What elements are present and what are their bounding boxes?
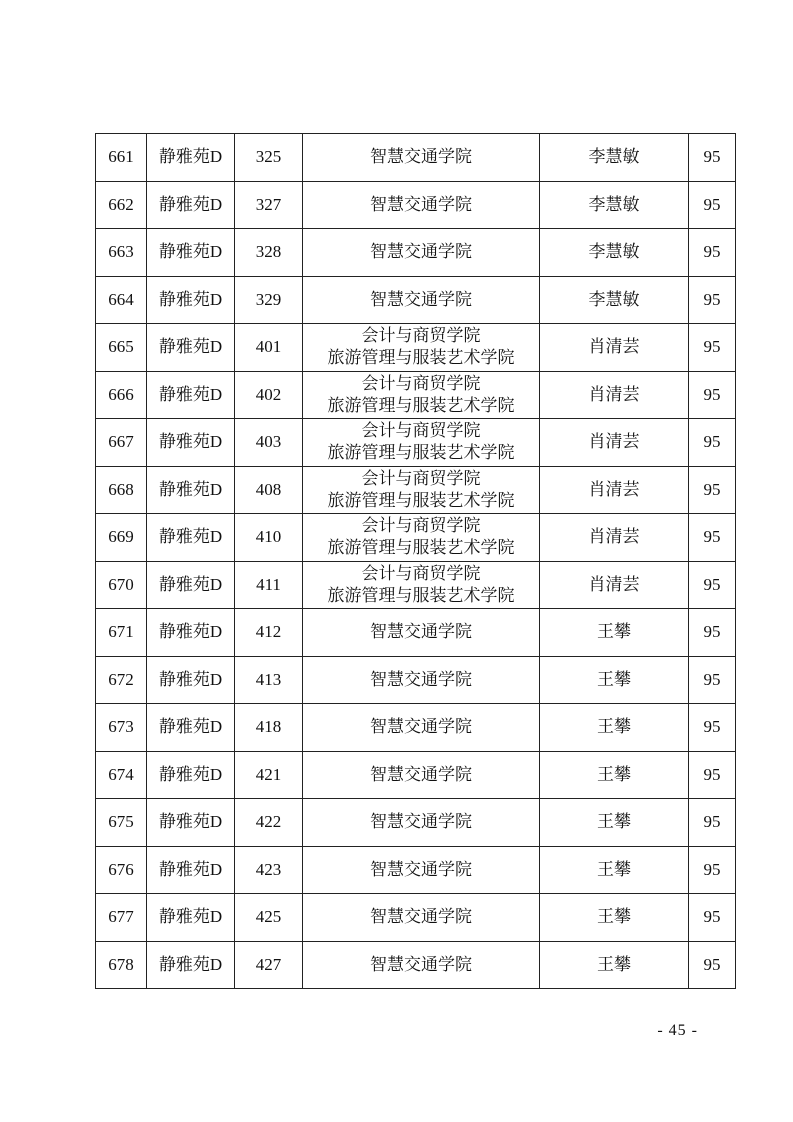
cell-room: 423 xyxy=(235,846,303,894)
cell-number: 665 xyxy=(96,324,147,372)
cell-score: 95 xyxy=(689,561,736,609)
cell-department xyxy=(303,229,540,277)
cell-building: 静雅苑D xyxy=(147,419,235,467)
cell-manager: 王攀 xyxy=(540,846,689,894)
cell-manager: 李慧敏 xyxy=(540,229,689,277)
cell-building: 静雅苑D xyxy=(147,514,235,562)
cell-manager: 肖清芸 xyxy=(540,561,689,609)
cell-manager: 王攀 xyxy=(540,894,689,942)
table-row xyxy=(96,466,736,514)
department-line: 智慧交通学院 xyxy=(370,764,472,784)
table-row xyxy=(96,324,736,372)
department-line: 智慧交通学院 xyxy=(370,242,472,262)
cell-number: 671 xyxy=(96,609,147,657)
department-line: 会计与商贸学院 xyxy=(361,468,481,488)
cell-manager: 王攀 xyxy=(540,799,689,847)
cell-number: 677 xyxy=(96,894,147,942)
cell-manager: 王攀 xyxy=(540,704,689,752)
department-line: 智慧交通学院 xyxy=(370,289,472,309)
cell-score: 95 xyxy=(689,181,736,229)
cell-score: 95 xyxy=(689,941,736,989)
cell-building: 静雅苑D xyxy=(147,229,235,277)
department-line: 会计与商贸学院 xyxy=(361,326,481,346)
cell-manager: 王攀 xyxy=(540,656,689,704)
cell-score: 95 xyxy=(689,466,736,514)
cell-department xyxy=(303,609,540,657)
cell-manager: 王攀 xyxy=(540,941,689,989)
cell-score: 95 xyxy=(689,514,736,562)
cell-building: 静雅苑D xyxy=(147,134,235,182)
cell-manager: 肖清芸 xyxy=(540,324,689,372)
cell-manager: 李慧敏 xyxy=(540,134,689,182)
cell-score: 95 xyxy=(689,229,736,277)
cell-room: 403 xyxy=(235,419,303,467)
cell-department xyxy=(303,371,540,419)
cell-department xyxy=(303,561,540,609)
table-row xyxy=(96,514,736,562)
cell-number: 675 xyxy=(96,799,147,847)
cell-room: 422 xyxy=(235,799,303,847)
cell-building: 静雅苑D xyxy=(147,324,235,372)
cell-score: 95 xyxy=(689,134,736,182)
table-row xyxy=(96,846,736,894)
cell-score: 95 xyxy=(689,419,736,467)
table-row xyxy=(96,799,736,847)
cell-room: 421 xyxy=(235,751,303,799)
cell-score: 95 xyxy=(689,894,736,942)
cell-department xyxy=(303,799,540,847)
cell-score: 95 xyxy=(689,799,736,847)
cell-number: 663 xyxy=(96,229,147,277)
cell-room: 401 xyxy=(235,324,303,372)
cell-department xyxy=(303,134,540,182)
cell-building: 静雅苑D xyxy=(147,751,235,799)
cell-department xyxy=(303,894,540,942)
cell-department xyxy=(303,514,540,562)
cell-number: 667 xyxy=(96,419,147,467)
cell-room: 325 xyxy=(235,134,303,182)
department-line: 旅游管理与服装艺术学院 xyxy=(327,538,515,558)
table-row xyxy=(96,419,736,467)
table-row xyxy=(96,751,736,799)
cell-building: 静雅苑D xyxy=(147,609,235,657)
cell-number: 666 xyxy=(96,371,147,419)
cell-building: 静雅苑D xyxy=(147,656,235,704)
cell-manager: 肖清芸 xyxy=(540,466,689,514)
table-row xyxy=(96,704,736,752)
department-line: 智慧交通学院 xyxy=(370,194,472,214)
cell-number: 662 xyxy=(96,181,147,229)
cell-number: 670 xyxy=(96,561,147,609)
cell-score: 95 xyxy=(689,609,736,657)
cell-department xyxy=(303,704,540,752)
cell-manager: 肖清芸 xyxy=(540,419,689,467)
cell-room: 427 xyxy=(235,941,303,989)
dormitory-score-table xyxy=(95,133,736,989)
department-line: 智慧交通学院 xyxy=(370,147,472,167)
cell-score: 95 xyxy=(689,324,736,372)
cell-number: 664 xyxy=(96,276,147,324)
page-number: - 45 - xyxy=(657,1022,698,1039)
cell-number: 672 xyxy=(96,656,147,704)
cell-room: 413 xyxy=(235,656,303,704)
department-line: 旅游管理与服装艺术学院 xyxy=(327,395,515,415)
cell-number: 673 xyxy=(96,704,147,752)
cell-room: 402 xyxy=(235,371,303,419)
department-line: 智慧交通学院 xyxy=(370,954,472,974)
cell-building: 静雅苑D xyxy=(147,181,235,229)
cell-score: 95 xyxy=(689,276,736,324)
cell-department xyxy=(303,846,540,894)
cell-building: 静雅苑D xyxy=(147,894,235,942)
cell-score: 95 xyxy=(689,656,736,704)
cell-department xyxy=(303,466,540,514)
cell-department xyxy=(303,181,540,229)
cell-room: 425 xyxy=(235,894,303,942)
department-line: 会计与商贸学院 xyxy=(361,421,481,441)
department-line: 智慧交通学院 xyxy=(370,859,472,879)
cell-department xyxy=(303,324,540,372)
cell-score: 95 xyxy=(689,751,736,799)
department-line: 旅游管理与服装艺术学院 xyxy=(327,443,515,463)
cell-room: 411 xyxy=(235,561,303,609)
department-line: 旅游管理与服装艺术学院 xyxy=(327,585,515,605)
cell-room: 408 xyxy=(235,466,303,514)
department-line: 智慧交通学院 xyxy=(370,812,472,832)
cell-manager: 肖清芸 xyxy=(540,514,689,562)
cell-number: 669 xyxy=(96,514,147,562)
cell-number: 676 xyxy=(96,846,147,894)
table-row xyxy=(96,276,736,324)
department-line: 会计与商贸学院 xyxy=(361,516,481,536)
cell-building: 静雅苑D xyxy=(147,561,235,609)
cell-manager: 肖清芸 xyxy=(540,371,689,419)
cell-room: 329 xyxy=(235,276,303,324)
cell-building: 静雅苑D xyxy=(147,799,235,847)
cell-department xyxy=(303,656,540,704)
department-line: 智慧交通学院 xyxy=(370,907,472,927)
table-body xyxy=(96,134,736,989)
cell-number: 668 xyxy=(96,466,147,514)
department-line: 智慧交通学院 xyxy=(370,622,472,642)
cell-score: 95 xyxy=(689,846,736,894)
cell-department xyxy=(303,751,540,799)
table-row xyxy=(96,941,736,989)
table-row xyxy=(96,561,736,609)
department-line: 智慧交通学院 xyxy=(370,669,472,689)
cell-manager: 王攀 xyxy=(540,751,689,799)
cell-department xyxy=(303,419,540,467)
department-line: 会计与商贸学院 xyxy=(361,373,481,393)
cell-score: 95 xyxy=(689,371,736,419)
cell-room: 412 xyxy=(235,609,303,657)
cell-manager: 李慧敏 xyxy=(540,181,689,229)
cell-room: 328 xyxy=(235,229,303,277)
cell-department xyxy=(303,941,540,989)
cell-building: 静雅苑D xyxy=(147,846,235,894)
cell-number: 678 xyxy=(96,941,147,989)
cell-department xyxy=(303,276,540,324)
cell-building: 静雅苑D xyxy=(147,276,235,324)
cell-building: 静雅苑D xyxy=(147,941,235,989)
cell-manager: 王攀 xyxy=(540,609,689,657)
cell-building: 静雅苑D xyxy=(147,704,235,752)
department-line: 智慧交通学院 xyxy=(370,717,472,737)
cell-room: 418 xyxy=(235,704,303,752)
table-row xyxy=(96,894,736,942)
cell-number: 674 xyxy=(96,751,147,799)
department-line: 旅游管理与服装艺术学院 xyxy=(327,348,515,368)
table-row xyxy=(96,609,736,657)
cell-building: 静雅苑D xyxy=(147,466,235,514)
table-row xyxy=(96,371,736,419)
department-line: 旅游管理与服装艺术学院 xyxy=(327,490,515,510)
cell-score: 95 xyxy=(689,704,736,752)
table-row xyxy=(96,134,736,182)
table-row xyxy=(96,229,736,277)
department-line: 会计与商贸学院 xyxy=(361,563,481,583)
cell-room: 327 xyxy=(235,181,303,229)
cell-manager: 李慧敏 xyxy=(540,276,689,324)
cell-number: 661 xyxy=(96,134,147,182)
table-row xyxy=(96,656,736,704)
cell-building: 静雅苑D xyxy=(147,371,235,419)
cell-room: 410 xyxy=(235,514,303,562)
table-row xyxy=(96,181,736,229)
